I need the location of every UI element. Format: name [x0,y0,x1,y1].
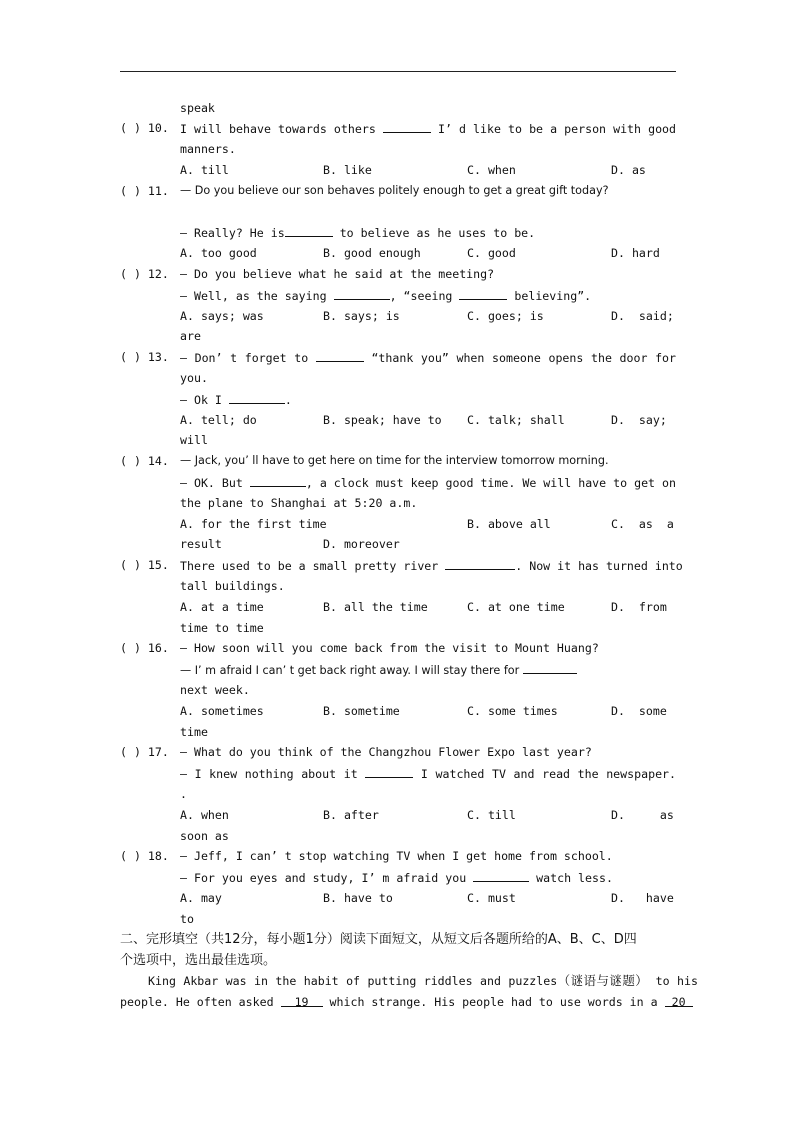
q14-stem-3: the plane to Shanghai at 5:20 a.m. [180,496,418,510]
cloze-blank-20[interactable]: 20 [665,995,693,1007]
q15-stem-a: There used to be a small pretty river [180,559,439,573]
passage-text: which strange. His people had to use words in a [329,995,658,1009]
q11-stem-2b: to believe as he uses to be. [339,226,536,240]
q13-stem-3 [180,392,676,407]
answer-blank[interactable] [523,662,577,674]
q15-option-d[interactable]: D. from [611,600,667,614]
q17-stem: — What do you think of the Changzhou Flower Expo last year? [180,745,592,759]
answer-blank[interactable] [473,870,529,882]
q12-option-c[interactable]: C. goes; is [467,309,544,323]
q14-stem-2 [180,475,676,490]
q12-option-d-wrap: are [180,329,201,343]
q10-marker: ( ) 10. [120,121,169,135]
q18-stem-2a: — For you eyes and study, I’ m afraid you [180,871,467,885]
q15-option-b[interactable]: B. all the time [323,600,428,614]
q14-stem-2a: — OK. But [180,476,243,490]
passage-line-2 [120,995,686,1009]
q11-option-c[interactable]: C. good [467,246,516,260]
q14-option-b[interactable]: B. above all [467,517,551,531]
q13-stem-2: you. [180,371,208,385]
q18-option-a[interactable]: A. may [180,891,222,905]
q16-stem: — How soon will you come back from the visit to Mount Huang? [180,641,599,655]
passage-text: people. He often asked [120,995,274,1009]
q10-stem-a: I will behave towards others [180,122,376,136]
q12-option-a[interactable]: A. says; was [180,309,264,323]
q13-marker: ( ) 13. [120,350,169,364]
q12-marker: ( ) 12. [120,267,169,281]
q10-option-a[interactable]: A. till [180,163,229,177]
q10-option-b[interactable]: B. like [323,163,372,177]
answer-blank[interactable] [383,121,431,133]
q14-option-a[interactable]: A. for the first time [180,517,327,531]
header-rule [120,71,676,72]
answer-blank[interactable] [285,225,333,237]
q13-stem-3b: . [284,393,292,407]
q17-stem-2a: — I knew nothing about it [180,767,358,781]
passage-line-1 [148,974,698,988]
cloze-blank-19[interactable]: 19 [281,995,323,1007]
q14-stem: — Jack, you’ ll have to get here on time for the interview tomorrow morning. [180,454,609,467]
q13-option-a[interactable]: A. tell; do [180,413,257,427]
q10-stem-b: I’ d like to be a person with good [437,122,677,136]
q18-option-c[interactable]: C. must [467,891,516,905]
q18-option-d-wrap: to [180,912,194,926]
q16-option-a[interactable]: A. sometimes [180,704,264,718]
q16-option-c[interactable]: C. some times [467,704,558,718]
q11-stem: — Do you believe our son behaves politely enough to get a great gift today? [180,184,609,197]
answer-blank[interactable] [334,288,390,300]
q16-option-d[interactable]: D. some [611,704,667,718]
q18-marker: ( ) 18. [120,849,169,863]
q12-stem-2b: , “seeing [389,289,453,303]
q17-option-d-wrap: soon as [180,829,229,843]
q15-stem-2: tall buildings. [180,579,285,593]
q18-stem: — Jeff, I can’ t stop watching TV when I get home from school. [180,849,613,863]
q17-stem-2b: I watched TV and read the newspaper. [420,767,677,781]
passage-text: to his [655,974,698,988]
q11-stem-2 [180,225,676,240]
q18-option-d[interactable]: D. have [611,891,674,905]
q12-option-d[interactable]: D. said; [611,309,674,323]
section-heading-2: 个选项中，选出最佳选项。 [120,953,277,968]
q10-option-d[interactable]: D. as [611,163,646,177]
answer-blank[interactable] [365,766,413,778]
q16-stem-2 [180,662,676,678]
q11-stem-2a: — Really? He is [180,226,285,240]
q10-stem-2: manners. [180,142,236,156]
q13-stem [180,350,676,365]
answer-blank[interactable] [250,475,306,487]
q13-option-b[interactable]: B. speak; have to [323,413,442,427]
section-heading: 二、完形填空（共12分，每小题1分）阅读下面短文，从短文后各题所给的A、B、C、D四 [120,932,637,947]
q12-stem-2c: believing”. [514,289,592,303]
q11-option-d[interactable]: D. hard [611,246,660,260]
q15-option-c[interactable]: C. at one time [467,600,565,614]
answer-blank[interactable] [445,558,515,570]
q14-stem-2b: , a clock must keep good time. We will have to get on [305,476,676,490]
q17-option-c[interactable]: C. till [467,808,516,822]
q11-option-b[interactable]: B. good enough [323,246,421,260]
q17-option-b[interactable]: B. after [323,808,379,822]
answer-blank[interactable] [459,288,507,300]
q15-stem [180,558,683,573]
q10-stem [180,121,676,136]
q14-option-c[interactable]: C. as a [611,517,674,531]
q13-stem-3a: — Ok I [180,393,222,407]
q16-option-b[interactable]: B. sometime [323,704,400,718]
q15-marker: ( ) 15. [120,558,169,572]
q14-option-d[interactable]: D. moreover [323,537,400,551]
q10-option-c[interactable]: C. when [467,163,516,177]
q17-stem-3: . [180,787,187,801]
q13-stem-a: — Don’ t forget to [180,351,309,365]
q12-stem: — Do you believe what he said at the meeting? [180,267,495,281]
q17-marker: ( ) 17. [120,745,169,759]
q18-stem-2 [180,870,676,885]
q16-option-d-wrap: time [180,725,208,739]
answer-blank[interactable] [316,350,364,362]
q13-option-d[interactable]: D. say; [611,413,667,427]
q13-stem-b: “thank you” when someone opens the door for [371,351,677,365]
q12-stem-2 [180,288,676,303]
q13-option-d-wrap: will [180,433,208,447]
q15-stem-b: . Now it has turned into [515,559,683,573]
q15-option-d-wrap: time to time [180,621,264,635]
q12-option-b[interactable]: B. says; is [323,309,400,323]
passage-text: King Akbar was in the habit of putting riddles and puzzles [148,974,558,988]
q18-stem-2b: watch less. [536,871,613,885]
q9-tail: speak [180,101,215,115]
q17-stem-2 [180,766,676,781]
q16-marker: ( ) 16. [120,641,169,655]
q12-stem-2a: — Well, as the saying [180,289,327,303]
q11-option-a[interactable]: A. too good [180,246,257,260]
q14-marker: ( ) 14. [120,454,169,468]
q16-stem-2a: — I’ m afraid I can’ t get back right away. I will stay there for [180,664,520,677]
passage-gloss: （谜语与谜题） [557,973,649,988]
q16-stem-3: next week. [180,683,250,697]
q17-option-a[interactable]: A. when [180,808,229,822]
q15-option-a[interactable]: A. at a time [180,600,264,614]
q17-option-d[interactable]: D. as [611,808,674,822]
q13-option-c[interactable]: C. talk; shall [467,413,565,427]
q11-marker: ( ) 11. [120,184,169,198]
answer-blank[interactable] [229,392,285,404]
q18-option-b[interactable]: B. have to [323,891,393,905]
q14-option-c-wrap: result [180,537,222,551]
